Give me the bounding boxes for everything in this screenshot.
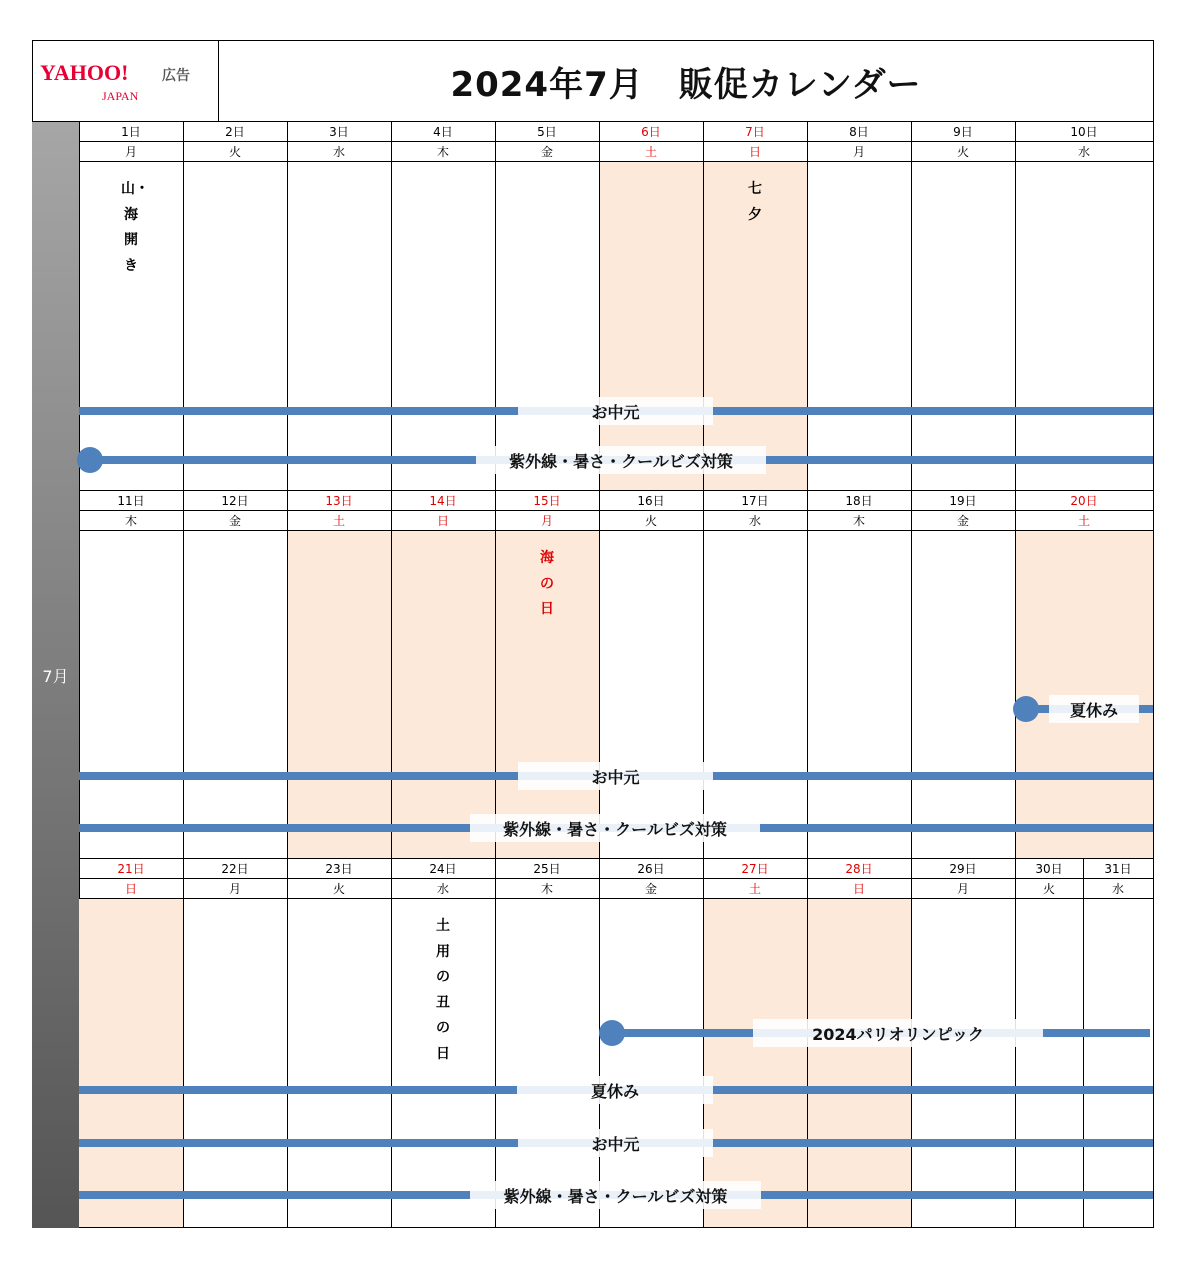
- day-number: 9日: [953, 124, 973, 139]
- column-divider: [807, 121, 808, 490]
- weekday-label: 火: [644, 513, 657, 528]
- yahoo-logo-icon: [32, 40, 218, 120]
- column-divider: [911, 490, 912, 858]
- row-divider: [79, 161, 1153, 162]
- row-divider: [79, 530, 1153, 531]
- column-divider: [391, 858, 392, 1227]
- holiday-shade: [79, 898, 183, 1227]
- column-divider: [703, 858, 704, 1227]
- holiday-shade: [703, 898, 807, 1227]
- weekday-label: 火: [228, 144, 241, 159]
- day-number: 10日: [1070, 124, 1098, 139]
- day-number: 17日: [741, 493, 769, 508]
- column-divider: [391, 490, 392, 858]
- campaign-start-dot-icon: [77, 447, 103, 473]
- row-divider: [79, 898, 1153, 899]
- day-number: 30日: [1035, 861, 1063, 876]
- weekday-label: 金: [956, 513, 969, 528]
- column-divider: [495, 121, 496, 490]
- day-number: 13日: [325, 493, 353, 508]
- weekday-label: 土: [332, 513, 345, 528]
- day-number: 12日: [221, 493, 249, 508]
- holiday-shade: [391, 530, 495, 858]
- day-number: 31日: [1104, 861, 1132, 876]
- column-divider: [911, 121, 912, 490]
- weekday-label: 土: [748, 881, 761, 896]
- weekday-label: 水: [1111, 881, 1124, 896]
- campaign-label: 紫外線・暑さ・クールビズ対策: [470, 814, 760, 842]
- day-number: 29日: [949, 861, 977, 876]
- day-number: 26日: [637, 861, 665, 876]
- day-number: 15日: [533, 493, 561, 508]
- column-divider: [183, 858, 184, 1227]
- page-title: 2024年7月 販促カレンダー: [450, 64, 922, 105]
- column-divider: [183, 121, 184, 490]
- column-divider: [599, 858, 600, 1227]
- weekday-label: 水: [436, 881, 449, 896]
- column-divider: [287, 858, 288, 1227]
- day-number: 16日: [637, 493, 665, 508]
- weekday-label: 土: [644, 144, 657, 159]
- row-divider: [79, 510, 1153, 511]
- column-divider: [495, 490, 496, 858]
- weekday-label: 火: [956, 144, 969, 159]
- yahoo-ads-logo: [32, 40, 219, 122]
- column-divider: [1015, 490, 1016, 858]
- day-number: 8日: [849, 124, 869, 139]
- weekday-label: 火: [332, 881, 345, 896]
- weekday-label: 木: [540, 881, 553, 896]
- weekday-label: 月: [852, 144, 865, 159]
- day-number: 2日: [225, 124, 245, 139]
- campaign-label: 紫外線・暑さ・クールビズ対策: [470, 1181, 761, 1209]
- day-number: 7日: [745, 124, 765, 139]
- weekday-label: 木: [124, 513, 137, 528]
- weekday-label: 金: [644, 881, 657, 896]
- column-divider: [287, 121, 288, 490]
- campaign-start-dot-icon: [599, 1020, 625, 1046]
- day-number: 5日: [537, 124, 557, 139]
- weekday-label: 木: [852, 513, 865, 528]
- day-number: 23日: [325, 861, 353, 876]
- row-divider: [79, 858, 1153, 859]
- campaign-label: 夏休み: [1049, 695, 1139, 723]
- weekday-label: 水: [1077, 144, 1090, 159]
- month-label: 7月: [32, 121, 80, 1228]
- campaign-label: お中元: [518, 397, 713, 425]
- column-divider: [807, 490, 808, 858]
- day-number: 21日: [117, 861, 145, 876]
- weekday-label: 木: [436, 144, 449, 159]
- weekday-label: 月: [124, 144, 137, 159]
- day-number: 11日: [117, 493, 145, 508]
- column-divider: [1083, 858, 1084, 1227]
- campaign-start-dot-icon: [1013, 696, 1039, 722]
- weekday-label: 日: [124, 881, 137, 896]
- holiday-shade: [807, 898, 911, 1227]
- event-note: 七夕: [748, 181, 762, 223]
- campaign-label: 2024パリオリンピック: [753, 1019, 1043, 1047]
- campaign-label: お中元: [518, 762, 713, 790]
- campaign-label: 紫外線・暑さ・クールビズ対策: [476, 446, 766, 474]
- day-number: 3日: [329, 124, 349, 139]
- row-divider: [79, 121, 1153, 122]
- column-divider: [183, 490, 184, 858]
- weekday-label: 日: [748, 144, 761, 159]
- day-number: 22日: [221, 861, 249, 876]
- column-divider: [703, 490, 704, 858]
- weekday-label: 日: [436, 513, 449, 528]
- weekday-label: 火: [1042, 881, 1055, 896]
- campaign-label: お中元: [518, 1129, 713, 1157]
- column-divider: [391, 121, 392, 490]
- campaign-label: 夏休み: [517, 1076, 713, 1104]
- logo-japan: JAPAN: [102, 89, 139, 103]
- weekday-label: 土: [1077, 513, 1090, 528]
- column-divider: [495, 858, 496, 1227]
- day-number: 24日: [429, 861, 457, 876]
- weekday-label: 金: [540, 144, 553, 159]
- day-number: 18日: [845, 493, 873, 508]
- holiday-shade: [1015, 530, 1153, 858]
- event-note: 海の日: [540, 550, 554, 617]
- day-number: 25日: [533, 861, 561, 876]
- column-divider: [287, 490, 288, 858]
- column-divider: [703, 121, 704, 490]
- logo-wordmark: YAHOO!: [40, 60, 129, 85]
- day-number: 4日: [433, 124, 453, 139]
- day-number: 20日: [1070, 493, 1098, 508]
- weekday-label: 日: [852, 881, 865, 896]
- event-note: 山・海開き: [121, 181, 149, 274]
- event-note: 土用の丑の日: [436, 918, 450, 1062]
- column-divider: [1015, 121, 1016, 490]
- day-number: 6日: [641, 124, 661, 139]
- logo-ad-label: 広告: [162, 68, 190, 84]
- day-number: 27日: [741, 861, 769, 876]
- weekday-label: 月: [540, 513, 553, 528]
- day-number: 1日: [121, 124, 141, 139]
- column-divider: [599, 121, 600, 490]
- day-number: 28日: [845, 861, 873, 876]
- column-divider: [599, 490, 600, 858]
- weekday-label: 月: [228, 881, 241, 896]
- row-divider: [79, 141, 1153, 142]
- day-number: 19日: [949, 493, 977, 508]
- row-divider: [79, 490, 1153, 491]
- holiday-shade: [599, 161, 703, 490]
- weekday-label: 金: [228, 513, 241, 528]
- holiday-shade: [287, 530, 391, 858]
- weekday-label: 水: [748, 513, 761, 528]
- weekday-label: 水: [332, 144, 345, 159]
- weekday-label: 月: [956, 881, 969, 896]
- day-number: 14日: [429, 493, 457, 508]
- row-divider: [79, 878, 1153, 879]
